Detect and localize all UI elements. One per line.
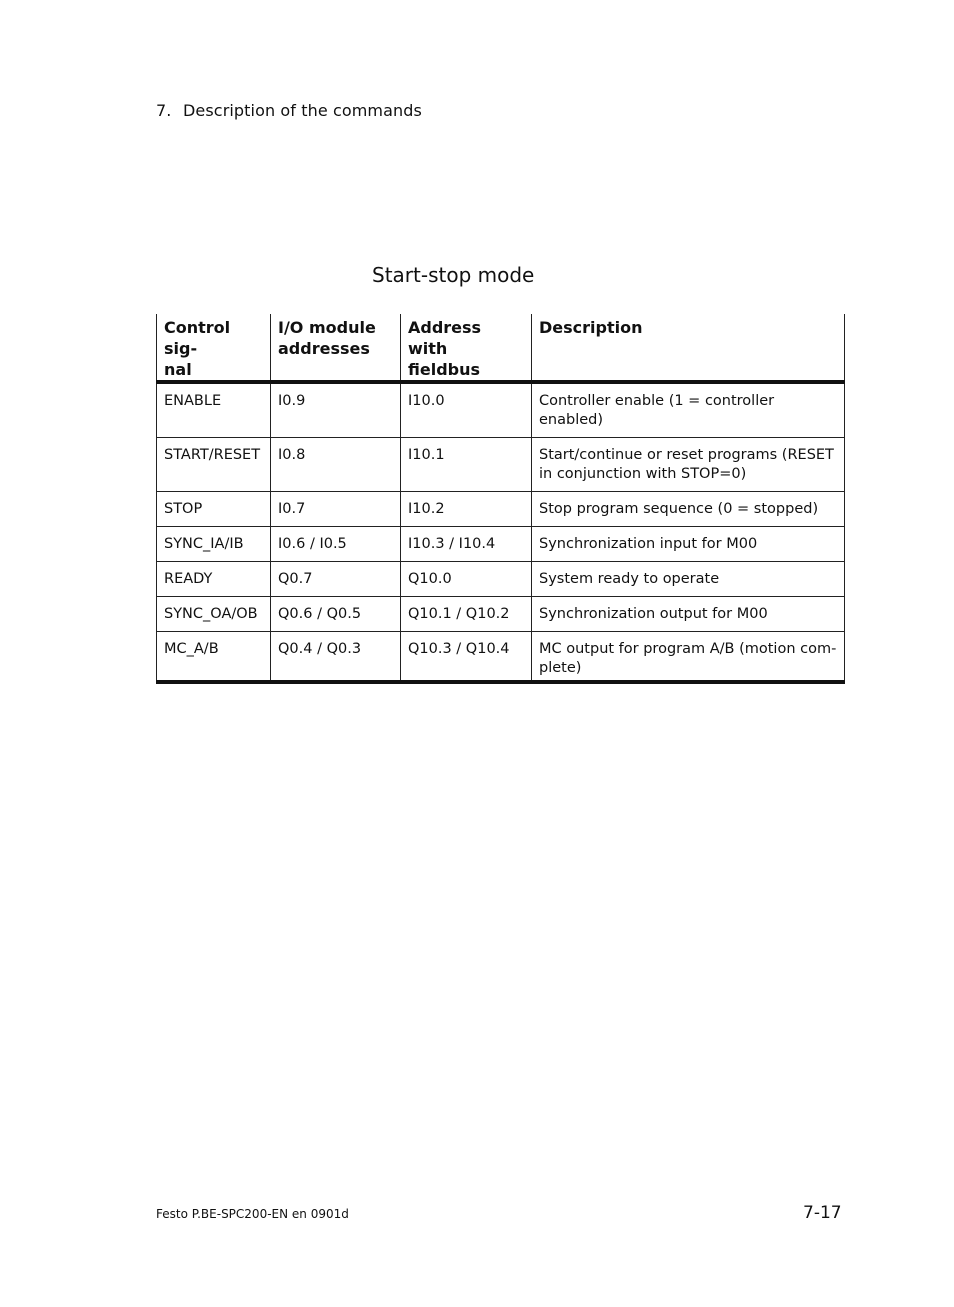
table-header-row <box>157 314 845 382</box>
cell-fieldbus-address: Q10.3 / Q10.4 <box>401 632 532 683</box>
chapter-number: 7. <box>156 101 172 120</box>
cell-control-signal: MC_A/B <box>157 632 271 683</box>
chapter-heading <box>156 101 422 120</box>
cell-fieldbus-address: I10.3 / I10.4 <box>401 527 532 562</box>
cell-fieldbus-address: I10.0 <box>401 382 532 438</box>
cell-description: Controller enable (1 = controller enabled) <box>532 382 845 438</box>
table-row <box>157 438 845 492</box>
cell-io-address: Q0.6 / Q0.5 <box>271 597 401 632</box>
table-row <box>157 632 845 683</box>
cell-description: System ready to operate <box>532 562 845 597</box>
cell-control-signal: SYNC_OA/OB <box>157 597 271 632</box>
cell-control-signal: STOP <box>157 492 271 527</box>
cell-control-signal: ENABLE <box>157 382 271 438</box>
chapter-title: Description of the commands <box>183 101 422 120</box>
column-header-address-fieldbus: Address with fieldbus <box>401 314 532 382</box>
cell-fieldbus-address: Q10.0 <box>401 562 532 597</box>
control-signals-table <box>156 314 845 684</box>
cell-fieldbus-address: Q10.1 / Q10.2 <box>401 597 532 632</box>
cell-description: Synchronization output for M00 <box>532 597 845 632</box>
cell-io-address: I0.9 <box>271 382 401 438</box>
table-row <box>157 562 845 597</box>
cell-io-address: I0.6 / I0.5 <box>271 527 401 562</box>
cell-control-signal: START/RESET <box>157 438 271 492</box>
footer-document-id: Festo P.BE-SPC200-EN en 0901d <box>156 1207 349 1221</box>
cell-io-address: Q0.4 / Q0.3 <box>271 632 401 683</box>
table-row <box>157 492 845 527</box>
cell-io-address: I0.8 <box>271 438 401 492</box>
cell-description: Synchronization input for M00 <box>532 527 845 562</box>
column-header-control-signal: Control sig- nal <box>157 314 271 382</box>
cell-fieldbus-address: I10.1 <box>401 438 532 492</box>
table-row <box>157 527 845 562</box>
cell-fieldbus-address: I10.2 <box>401 492 532 527</box>
cell-description: MC output for program A/B (motion com- plete) <box>532 632 845 683</box>
table-row <box>157 597 845 632</box>
column-header-io-module-addresses: I/O module addresses <box>271 314 401 382</box>
page-number: 7-17 <box>803 1203 842 1223</box>
table-row <box>157 382 845 438</box>
cell-io-address: Q0.7 <box>271 562 401 597</box>
cell-description: Stop program sequence (0 = stopped) <box>532 492 845 527</box>
cell-control-signal: SYNC_IA/IB <box>157 527 271 562</box>
cell-description: Start/continue or reset programs (RESET in conjunction with STOP=0) <box>532 438 845 492</box>
section-title: Start-stop mode <box>372 263 535 287</box>
column-header-description: Description <box>532 314 845 382</box>
cell-io-address: I0.7 <box>271 492 401 527</box>
cell-control-signal: READY <box>157 562 271 597</box>
